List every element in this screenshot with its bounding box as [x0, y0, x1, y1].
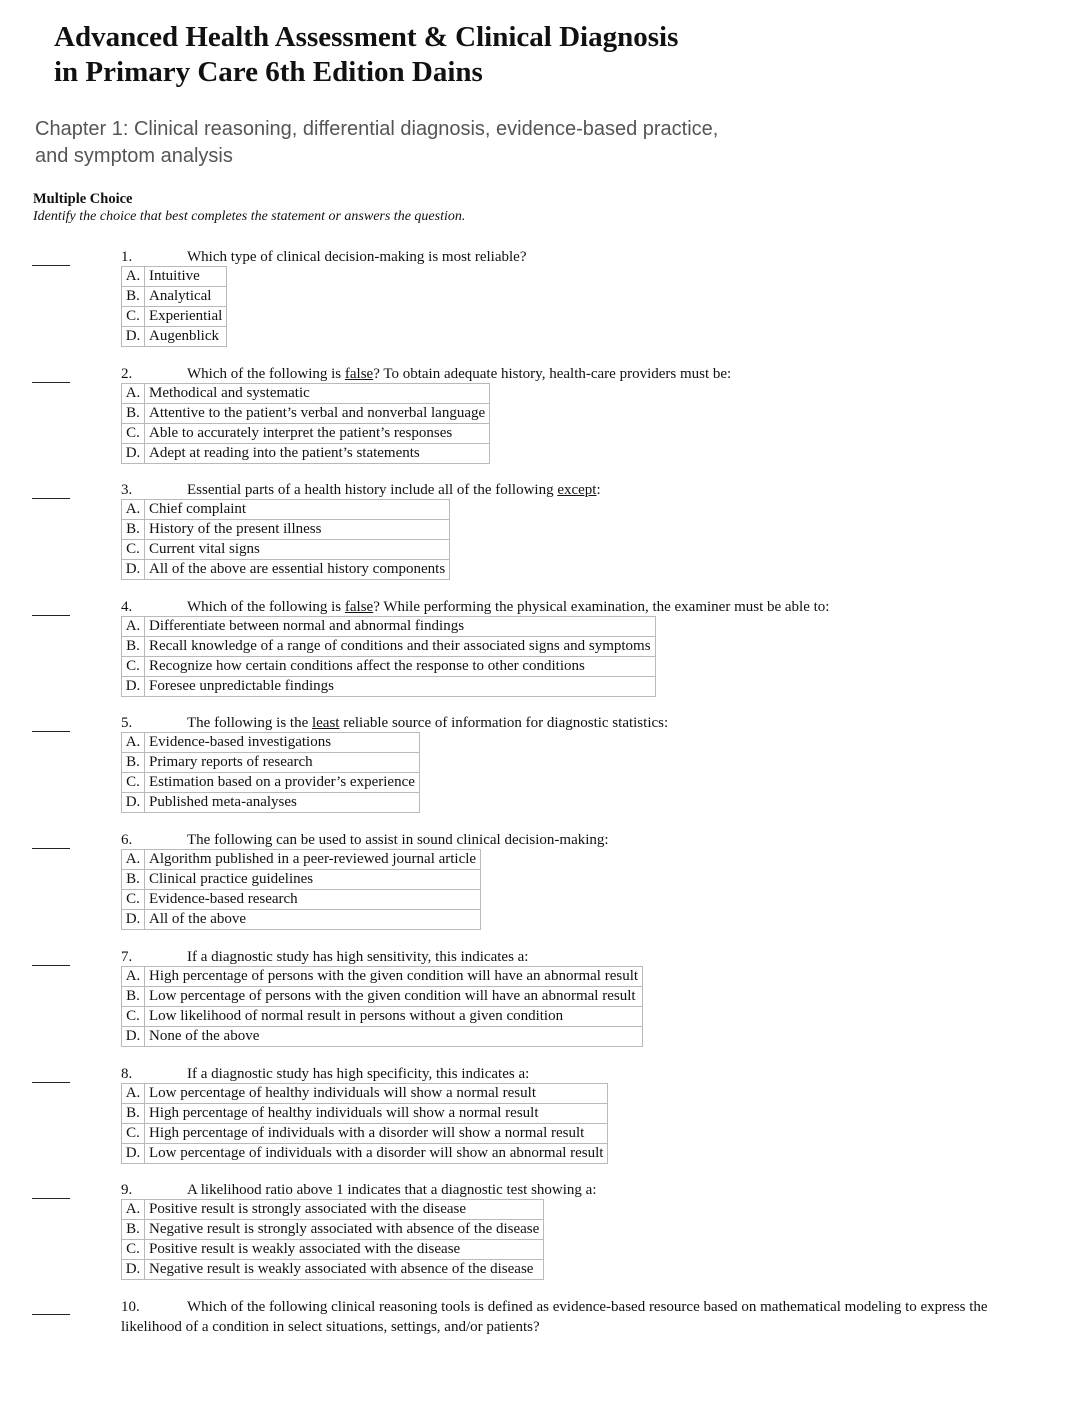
- answer-blank[interactable]: [32, 382, 70, 383]
- option-text: Methodical and systematic: [145, 384, 490, 404]
- question-number: 2.: [121, 366, 133, 382]
- option-text: Low percentage of healthy individuals will show a normal result: [145, 1084, 608, 1104]
- option-row[interactable]: [122, 677, 656, 697]
- question-number: 8.: [121, 1066, 133, 1082]
- question-text: [187, 598, 829, 616]
- answer-blank[interactable]: [32, 848, 70, 849]
- question-text: [187, 481, 601, 499]
- question-text: [187, 831, 609, 849]
- question-text-part: A likelihood ratio above 1 indicates that a diagnostic test showing a:: [187, 1182, 597, 1198]
- option-row[interactable]: [122, 287, 227, 307]
- question-text-part: Essential parts of a health history include all of the following: [187, 482, 558, 498]
- option-text: All of the above are essential history components: [145, 560, 450, 580]
- option-row[interactable]: [122, 637, 656, 657]
- question-text-part: The following is the: [187, 715, 312, 731]
- answer-blank[interactable]: [32, 498, 70, 499]
- option-letter: B.: [122, 987, 145, 1007]
- option-letter: A.: [122, 1200, 145, 1220]
- option-letter: D.: [122, 910, 145, 930]
- option-letter: B.: [122, 753, 145, 773]
- option-row[interactable]: [122, 267, 227, 287]
- question-text: [187, 248, 526, 266]
- option-text: Estimation based on a provider’s experience: [145, 773, 420, 793]
- option-row[interactable]: [122, 1084, 608, 1104]
- option-row[interactable]: [122, 560, 450, 580]
- option-row[interactable]: [122, 1220, 544, 1240]
- question-text-part: If a diagnostic study has high sensitivity, this indicates a:: [187, 949, 529, 965]
- option-row[interactable]: [122, 1104, 608, 1124]
- question-text: [187, 365, 731, 383]
- question-number: 10.: [121, 1299, 140, 1315]
- option-letter: D.: [122, 560, 145, 580]
- option-letter: D.: [122, 1260, 145, 1280]
- option-text: Primary reports of research: [145, 753, 420, 773]
- answer-blank[interactable]: [32, 965, 70, 966]
- option-text: Differentiate between normal and abnormal findings: [145, 617, 656, 637]
- option-letter: D.: [122, 327, 145, 347]
- question-number: 9.: [121, 1182, 133, 1198]
- option-row[interactable]: [122, 1027, 643, 1047]
- question-text: [187, 714, 668, 732]
- option-text: History of the present illness: [145, 520, 450, 540]
- option-letter: C.: [122, 890, 145, 910]
- option-text: Low likelihood of normal result in persons without a given condition: [145, 1007, 643, 1027]
- option-text: Analytical: [145, 287, 227, 307]
- option-row[interactable]: [122, 424, 490, 444]
- option-letter: B.: [122, 404, 145, 424]
- options-table: [121, 383, 490, 464]
- question-text-part: :: [596, 482, 601, 498]
- option-letter: D.: [122, 677, 145, 697]
- section-heading: Multiple Choice: [33, 191, 133, 207]
- option-text: Foresee unpredictable findings: [145, 677, 656, 697]
- option-text: Attentive to the patient’s verbal and nonverbal language: [145, 404, 490, 424]
- option-row[interactable]: [122, 520, 450, 540]
- option-text: Current vital signs: [145, 540, 450, 560]
- options-table: [121, 1199, 544, 1280]
- option-letter: A.: [122, 733, 145, 753]
- option-row[interactable]: [122, 987, 643, 1007]
- option-text: High percentage of individuals with a disorder will show a normal result: [145, 1124, 608, 1144]
- option-letter: D.: [122, 1144, 145, 1164]
- answer-blank[interactable]: [32, 1082, 70, 1083]
- option-text: Low percentage of individuals with a disorder will show an abnormal result: [145, 1144, 608, 1164]
- option-letter: A.: [122, 850, 145, 870]
- option-row[interactable]: [122, 444, 490, 464]
- question-text-part: reliable source of information for diagnostic statistics:: [339, 715, 669, 731]
- option-letter: A.: [122, 617, 145, 637]
- question-number: 4.: [121, 599, 133, 615]
- option-text: Experiential: [145, 307, 227, 327]
- question-text-part: ? To obtain adequate history, health-care providers must be:: [373, 366, 732, 382]
- question-text: [187, 1065, 529, 1083]
- option-letter: C.: [122, 773, 145, 793]
- answer-blank[interactable]: [32, 1314, 70, 1315]
- option-text: Able to accurately interpret the patient’s responses: [145, 424, 490, 444]
- option-letter: B.: [122, 1220, 145, 1240]
- option-letter: B.: [122, 520, 145, 540]
- option-row[interactable]: [122, 753, 420, 773]
- question-number: 6.: [121, 832, 133, 848]
- options-table: [121, 266, 227, 347]
- question-text-part: Which of the following is: [187, 599, 345, 615]
- option-row[interactable]: [122, 1260, 544, 1280]
- question-number: 3.: [121, 482, 133, 498]
- option-text: Published meta-analyses: [145, 793, 420, 813]
- option-text: Positive result is strongly associated with the disease: [145, 1200, 544, 1220]
- option-row[interactable]: [122, 850, 481, 870]
- options-table: [121, 966, 643, 1047]
- option-letter: B.: [122, 637, 145, 657]
- option-text: Intuitive: [145, 267, 227, 287]
- option-letter: C.: [122, 540, 145, 560]
- option-row[interactable]: [122, 657, 656, 677]
- document-title: [54, 20, 678, 90]
- option-text: Low percentage of persons with the given condition will have an abnormal result: [145, 987, 643, 1007]
- option-letter: C.: [122, 1007, 145, 1027]
- option-text: Recognize how certain conditions affect the response to other conditions: [145, 657, 656, 677]
- option-letter: B.: [122, 870, 145, 890]
- question-text: [121, 1297, 1001, 1337]
- option-text: Algorithm published in a peer-reviewed journal article: [145, 850, 481, 870]
- option-text: Evidence-based research: [145, 890, 481, 910]
- option-letter: D.: [122, 444, 145, 464]
- option-row[interactable]: [122, 327, 227, 347]
- question-text: [187, 948, 528, 966]
- chapter-line-1: Chapter 1: Clinical reasoning, differential diagnosis, evidence-based practice,: [35, 118, 719, 140]
- option-letter: B.: [122, 1104, 145, 1124]
- question-number: 1.: [121, 249, 133, 265]
- option-row[interactable]: [122, 890, 481, 910]
- chapter-line-2: and symptom analysis: [35, 145, 233, 167]
- option-text: Chief complaint: [145, 500, 450, 520]
- option-letter: C.: [122, 424, 145, 444]
- section-instructions: Identify the choice that best completes the statement or answers the question.: [33, 209, 466, 224]
- option-row[interactable]: [122, 307, 227, 327]
- option-row[interactable]: [122, 404, 490, 424]
- options-table: [121, 616, 656, 697]
- option-row[interactable]: [122, 500, 450, 520]
- option-letter: D.: [122, 1027, 145, 1047]
- options-table: [121, 499, 450, 580]
- option-row[interactable]: [122, 540, 450, 560]
- question-text-part: Which of the following is: [187, 366, 345, 382]
- question-text-part: The following can be used to assist in sound clinical decision-making:: [187, 832, 609, 848]
- question-emphasis: false: [344, 599, 374, 615]
- question-text: [187, 1181, 597, 1199]
- question-text-part: Which type of clinical decision-making is most reliable?: [187, 249, 527, 265]
- option-letter: A.: [122, 500, 145, 520]
- option-text: Evidence-based investigations: [145, 733, 420, 753]
- question-emphasis: least: [311, 715, 340, 731]
- option-row[interactable]: [122, 773, 420, 793]
- option-text: Adept at reading into the patient’s statements: [145, 444, 490, 464]
- option-text: Negative result is strongly associated with absence of the disease: [145, 1220, 544, 1240]
- option-letter: A.: [122, 384, 145, 404]
- option-letter: A.: [122, 967, 145, 987]
- option-text: Positive result is weakly associated with the disease: [145, 1240, 544, 1260]
- option-row[interactable]: [122, 1200, 544, 1220]
- option-text: High percentage of healthy individuals will show a normal result: [145, 1104, 608, 1124]
- question-emphasis: except: [557, 482, 597, 498]
- option-row[interactable]: [122, 1240, 544, 1260]
- option-letter: C.: [122, 657, 145, 677]
- option-row[interactable]: [122, 967, 643, 987]
- option-text: Augenblick: [145, 327, 227, 347]
- answer-blank[interactable]: [32, 731, 70, 732]
- options-table: [121, 1083, 608, 1164]
- option-row[interactable]: [122, 1124, 608, 1144]
- answer-blank[interactable]: [32, 1198, 70, 1199]
- question-number: 7.: [121, 949, 133, 965]
- option-letter: A.: [122, 1084, 145, 1104]
- option-row[interactable]: [122, 1144, 608, 1164]
- options-table: [121, 732, 420, 813]
- option-row[interactable]: [122, 910, 481, 930]
- option-text: All of the above: [145, 910, 481, 930]
- option-text: High percentage of persons with the given condition will have an abnormal result: [145, 967, 643, 987]
- option-row[interactable]: [122, 793, 420, 813]
- option-letter: C.: [122, 1124, 145, 1144]
- answer-blank[interactable]: [32, 265, 70, 266]
- options-table: [121, 849, 481, 930]
- question-number: 5.: [121, 715, 133, 731]
- option-letter: A.: [122, 267, 145, 287]
- chapter-subtitle: [35, 116, 795, 170]
- option-row[interactable]: [122, 617, 656, 637]
- question-text-part: If a diagnostic study has high specificity, this indicates a:: [187, 1066, 530, 1082]
- question-text-part: ? While performing the physical examination, the examiner must be able to:: [373, 599, 830, 615]
- option-row[interactable]: [122, 733, 420, 753]
- option-row[interactable]: [122, 1007, 643, 1027]
- option-row[interactable]: [122, 384, 490, 404]
- title-line-1: Advanced Health Assessment & Clinical Diagnosis: [54, 21, 679, 53]
- option-text: Recall knowledge of a range of conditions and their associated signs and symptoms: [145, 637, 656, 657]
- title-line-2: in Primary Care 6th Edition Dains: [54, 56, 483, 88]
- option-letter: D.: [122, 793, 145, 813]
- option-letter: C.: [122, 307, 145, 327]
- question-emphasis: false: [344, 366, 374, 382]
- option-row[interactable]: [122, 870, 481, 890]
- answer-blank[interactable]: [32, 615, 70, 616]
- option-text: None of the above: [145, 1027, 643, 1047]
- option-letter: B.: [122, 287, 145, 307]
- question-body: Which of the following clinical reasoning tools is defined as evidence-based resource based on mathematical modeling to express the likelihood of a condition in select situations, settings, and/or patients?: [121, 1299, 988, 1335]
- option-text: Clinical practice guidelines: [145, 870, 481, 890]
- option-text: Negative result is weakly associated with absence of the disease: [145, 1260, 544, 1280]
- option-letter: C.: [122, 1240, 145, 1260]
